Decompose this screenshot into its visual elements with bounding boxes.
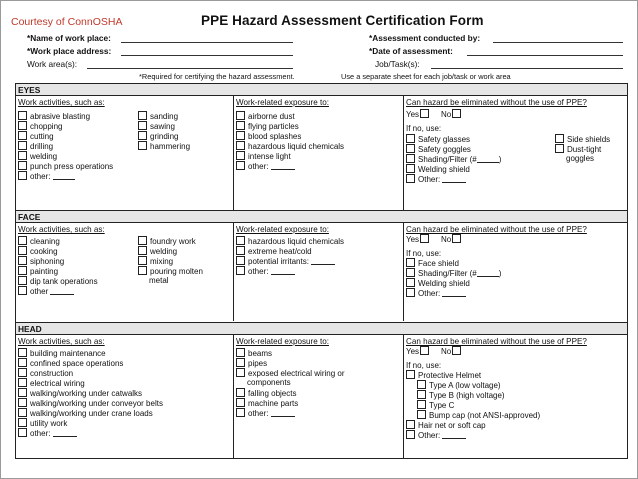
head-activities-column [16, 335, 233, 458]
eyes-activity-checkbox[interactable]: sawing [138, 121, 175, 132]
eyes-activity-checkbox[interactable]: cutting [18, 131, 54, 142]
face-activity-continuation: metal [149, 276, 169, 285]
eyes-yes-option[interactable]: Yes [406, 109, 432, 120]
eyes-exposure-column [233, 96, 404, 212]
section-face-header: FACE [16, 210, 627, 223]
eyes-activity-checkbox[interactable]: welding [18, 151, 57, 162]
assessment-by-field[interactable] [493, 42, 623, 43]
head-if-no-label: If no, use: [406, 361, 442, 370]
work-place-name-label: *Name of work place: [27, 33, 111, 43]
head-exposure-checkbox[interactable]: beams [236, 348, 272, 359]
eyes-ppe-column [403, 96, 628, 212]
hazard-table [15, 83, 628, 459]
head-yes-option[interactable]: Yes [406, 346, 432, 357]
face-exposure-column [233, 223, 404, 321]
head-activity-checkbox[interactable]: walking/working under crane loads [18, 408, 153, 419]
face-yes-option[interactable]: Yes [406, 234, 432, 245]
face-activity-checkbox[interactable]: mixing [138, 256, 173, 267]
head-ppe-checkbox[interactable]: Hair net or soft cap [406, 420, 486, 431]
head-protective-helmet[interactable]: Protective Helmet [406, 370, 481, 381]
face-exposure-irritants[interactable]: potential irritants: [236, 256, 335, 267]
job-tasks-field[interactable] [431, 68, 623, 69]
face-ppe-question: Can hazard be eliminated without the use of PPE? [406, 225, 587, 234]
head-no-option[interactable]: No [441, 346, 464, 357]
head-exposure-checkbox[interactable]: machine parts [236, 398, 298, 409]
head-activities-title: Work activities, such as: [18, 337, 105, 346]
head-helmet-type[interactable]: Type C [417, 400, 454, 411]
head-activity-checkbox[interactable]: construction [18, 368, 73, 379]
head-ppe-column [403, 335, 628, 458]
eyes-exposure-checkbox[interactable]: airborne dust [236, 111, 295, 122]
head-activity-other[interactable]: other: [18, 428, 77, 439]
head-activity-checkbox[interactable]: walking/working under conveyor belts [18, 398, 163, 409]
work-place-address-label: *Work place address: [27, 46, 112, 56]
face-activity-checkbox[interactable]: painting [18, 266, 58, 277]
required-note: *Required for certifying the hazard assessment. [139, 72, 295, 81]
head-activity-checkbox[interactable]: walking/working under catwalks [18, 388, 142, 399]
face-ppe-other[interactable]: Other: [406, 288, 466, 299]
section-head [16, 335, 627, 458]
head-exposure-checkbox[interactable]: pipes [236, 358, 267, 369]
face-no-option[interactable]: No [441, 234, 464, 245]
head-exposure-column [233, 335, 404, 458]
face-exposure-checkbox[interactable]: extreme heat/cold [236, 246, 312, 257]
eyes-ppe-checkbox[interactable]: Side shields [555, 134, 610, 145]
head-ppe-other[interactable]: Other: [406, 430, 466, 441]
eyes-activity-checkbox[interactable]: drilling [18, 141, 53, 152]
eyes-if-no-label: If no, use: [406, 124, 442, 133]
eyes-activity-checkbox[interactable]: hammering [138, 141, 190, 152]
eyes-activities-title: Work activities, such as: [18, 98, 105, 107]
face-ppe-shading-filter[interactable]: Shading/Filter (# ) [406, 268, 501, 279]
face-activity-checkbox[interactable]: welding [138, 246, 177, 257]
assessment-date-field[interactable] [467, 55, 623, 56]
section-head-header: HEAD [16, 322, 627, 335]
head-ppe-question: Can hazard be eliminated without the use of PPE? [406, 337, 587, 346]
head-helmet-type[interactable]: Bump cap (not ANSI-approved) [417, 410, 540, 421]
eyes-exposure-checkbox[interactable]: flying particles [236, 121, 299, 132]
head-exposure-title: Work-related exposure to: [236, 337, 329, 346]
job-tasks-label: Job/Task(s): [375, 59, 420, 69]
face-if-no-label: If no, use: [406, 249, 442, 258]
eyes-exposure-other[interactable]: other: [236, 161, 295, 172]
eyes-activities-column [16, 96, 233, 212]
face-ppe-checkbox[interactable]: Welding shield [406, 278, 470, 289]
face-ppe-column [403, 223, 628, 321]
head-activity-checkbox[interactable]: utility work [18, 418, 67, 429]
eyes-ppe-question: Can hazard be eliminated without the use of PPE? [406, 98, 587, 107]
head-exposure-checkbox[interactable]: exposed electrical wiring or [236, 368, 345, 379]
eyes-activity-checkbox[interactable]: abrasive blasting [18, 111, 90, 122]
face-exposure-title: Work-related exposure to: [236, 225, 329, 234]
assessment-date-label: *Date of assessment: [369, 46, 453, 56]
eyes-ppe-continuation: goggles [566, 154, 595, 163]
face-activity-checkbox[interactable]: dip tank operations [18, 276, 98, 287]
section-face [16, 223, 627, 321]
eyes-activity-checkbox[interactable]: punch press operations [18, 161, 113, 172]
face-activities-title: Work activities, such as: [18, 225, 105, 234]
assessment-by-label: *Assessment conducted by: [369, 33, 481, 43]
eyes-activity-other[interactable]: other: [18, 171, 75, 182]
eyes-exposure-checkbox[interactable]: intense light [236, 151, 291, 162]
eyes-ppe-checkbox[interactable]: Safety goggles [406, 144, 471, 155]
work-place-address-field[interactable] [121, 55, 293, 56]
eyes-activity-checkbox[interactable]: chopping [18, 121, 62, 132]
eyes-activity-checkbox[interactable]: sanding [138, 111, 178, 122]
eyes-ppe-checkbox[interactable]: Safety glasses [406, 134, 470, 145]
head-helmet-type[interactable]: Type B (high voltage) [417, 390, 505, 401]
face-activity-other[interactable]: other [18, 286, 74, 297]
head-helmet-type[interactable]: Type A (low voltage) [417, 380, 501, 391]
eyes-ppe-checkbox[interactable]: Dust-tight [555, 144, 601, 155]
face-exposure-other[interactable]: other: [236, 266, 295, 277]
eyes-exposure-checkbox[interactable]: blood splashes [236, 131, 301, 142]
eyes-ppe-other[interactable]: Other: [406, 174, 466, 185]
face-ppe-checkbox[interactable]: Face shield [406, 258, 459, 269]
section-eyes [16, 96, 627, 212]
face-exposure-checkbox[interactable]: hazardous liquid chemicals [236, 236, 344, 247]
head-activity-checkbox[interactable]: confined space operations [18, 358, 123, 369]
face-activity-checkbox[interactable]: foundry work [138, 236, 196, 247]
head-exposure-other[interactable]: other: [236, 408, 295, 419]
eyes-ppe-checkbox[interactable]: Welding shield [406, 164, 470, 175]
section-eyes-header: EYES [16, 84, 627, 96]
head-exposure-continuation: components [247, 378, 291, 387]
head-exposure-checkbox[interactable]: falling objects [236, 388, 296, 399]
eyes-exposure-title: Work-related exposure to: [236, 98, 329, 107]
head-activity-checkbox[interactable]: electrical wiring [18, 378, 85, 389]
form-title: PPE Hazard Assessment Certification Form [201, 13, 484, 28]
face-activity-checkbox[interactable]: cleaning [18, 236, 60, 247]
eyes-ppe-shading-filter[interactable]: Shading/Filter (# ) [406, 154, 501, 165]
separate-sheet-note: Use a separate sheet for each job/task or work area [341, 72, 511, 81]
face-activity-checkbox[interactable]: cooking [18, 246, 58, 257]
face-activities-column [16, 223, 233, 321]
work-areas-field[interactable] [87, 68, 293, 69]
face-activity-checkbox[interactable]: pouring molten [138, 266, 203, 277]
courtesy-credit: Courtesy of ConnOSHA [11, 16, 123, 28]
head-activity-checkbox[interactable]: building maintenance [18, 348, 106, 359]
eyes-no-option[interactable]: No [441, 109, 464, 120]
eyes-exposure-checkbox[interactable]: hazardous liquid chemicals [236, 141, 344, 152]
work-areas-label: Work area(s): [27, 59, 78, 69]
face-activity-checkbox[interactable]: siphoning [18, 256, 64, 267]
eyes-activity-checkbox[interactable]: grinding [138, 131, 178, 142]
work-place-name-field[interactable] [121, 42, 293, 43]
